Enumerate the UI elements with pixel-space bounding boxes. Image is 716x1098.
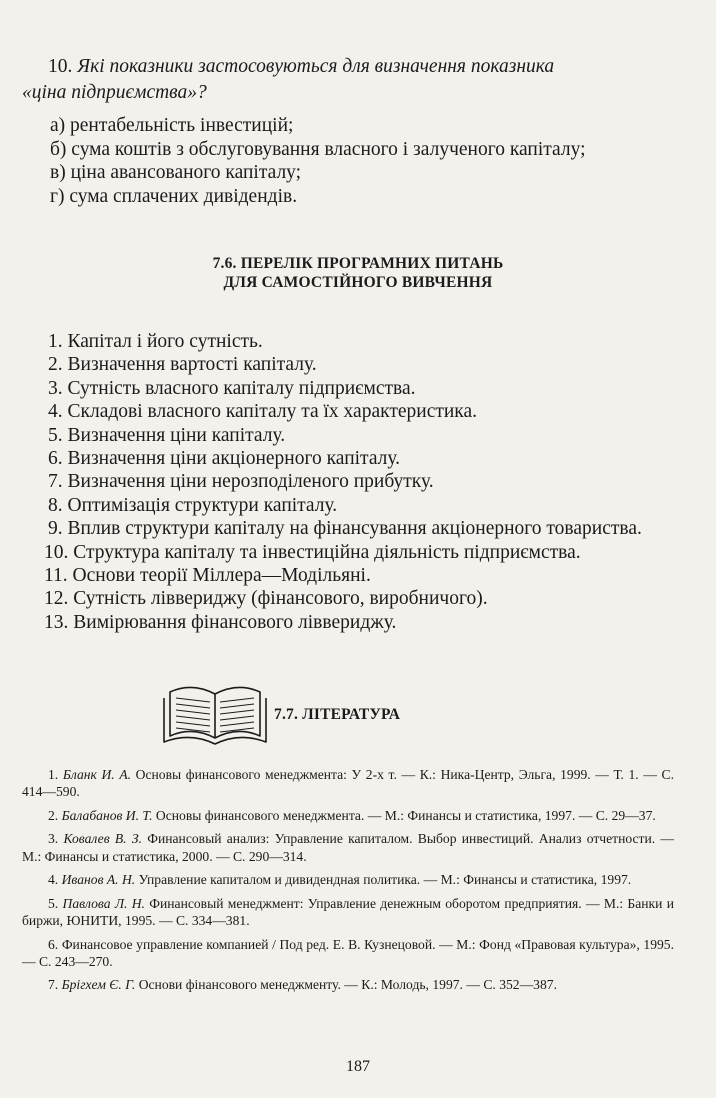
reference-number: 5. <box>48 895 59 911</box>
answer-option: а) рентабельність інвестицій; <box>50 115 294 136</box>
reference-number: 2. <box>48 807 59 823</box>
list-item: 7. Визначення ціни нерозподіленого прибутку. <box>48 471 434 493</box>
question-text-line1: Які показники застосовуються для визначення показника <box>77 56 555 77</box>
reference-item <box>22 766 674 800</box>
reference-item <box>22 830 674 864</box>
list-item: 13. Вимірювання фінансового ліввериджу. <box>44 611 397 633</box>
reference-author: Ковалев В. З. <box>63 831 142 847</box>
list-item: 12. Сутність ліввериджу (фінансового, виробничого). <box>44 588 488 610</box>
list-item: 3. Сутність власного капіталу підприємства. <box>48 377 416 399</box>
reference-item <box>22 895 674 929</box>
reference-text: Основи фінансового менеджменту. — К.: Молодь, 1997. — С. 352—387. <box>135 977 557 993</box>
section-heading-line2: ДЛЯ САМОСТІЙНОГО ВИВЧЕННЯ <box>223 274 493 291</box>
reference-author: Балабанов И. Т. <box>61 807 153 823</box>
reference-author: Брігхем Є. Г. <box>61 977 136 993</box>
references-list <box>22 766 674 1000</box>
reference-text: Финансовый анализ: Управление капиталом. Выбор инвестиций. Анализ отчетности. — М.: Финансы и статистика, 2000. — С. 290—314. <box>22 831 674 864</box>
list-item: 9. Вплив структури капіталу на фінансування акціонерного товариства. <box>48 518 642 540</box>
reference-item <box>22 807 674 824</box>
list-item: 10. Структура капіталу та інвестиційна діяльність підприємства. <box>44 541 581 563</box>
section-heading <box>0 254 716 292</box>
reference-item <box>22 871 674 888</box>
section-heading-line1: 7.6. ПЕРЕЛІК ПРОГРАМНИХ ПИТАНЬ <box>212 255 504 272</box>
reference-number: 4. <box>48 872 59 888</box>
reference-author: Бланк И. А. <box>62 767 132 782</box>
open-book-icon <box>160 680 270 746</box>
reference-number: 7. <box>48 977 59 993</box>
reference-text: Управление капиталом и дивидендная политика. — М.: Финансы и статистика, 1997. <box>135 872 632 888</box>
answer-option: б) сума коштів з обслуговування власного і залученого капіталу; <box>50 138 586 160</box>
reference-author: Павлова Л. Н. <box>62 895 145 911</box>
list-item: 5. Визначення ціни капіталу. <box>48 424 286 446</box>
list-item: 6. Визначення ціни акціонерного капіталу. <box>48 448 401 470</box>
answer-option: в) ціна авансованого капіталу; <box>50 162 302 183</box>
page-number: 187 <box>346 1058 370 1075</box>
list-item: 1. Капітал і його сутність. <box>48 331 263 352</box>
reference-item <box>22 936 674 970</box>
reference-number: 3. <box>48 831 59 847</box>
reference-item <box>22 976 674 993</box>
question-number: 10. <box>48 56 73 77</box>
list-item: 11. Основи теорії Міллера—Модільяні. <box>44 565 371 587</box>
reference-text: Основы финансового менеджмента. — М.: Финансы и статистика, 1997. — С. 29—37. <box>152 807 656 823</box>
list-item: 4. Складові власного капіталу та їх характеристика. <box>48 401 478 423</box>
reference-text: Основы финансового менеджмента: У 2-х т. — К.: Ника-Центр, Эльга, 1999. — Т. 1. — С. 414—590. <box>22 767 675 800</box>
literature-heading: 7.7. ЛІТЕРАТУРА <box>274 706 401 723</box>
reference-number: 6. <box>48 936 59 952</box>
list-item: 2. Визначення вартості капіталу. <box>48 354 317 376</box>
test-question <box>22 54 674 106</box>
reference-text: Финансовое управление компанией / Под ред. Е. В. Кузнецовой. — М.: Фонд «Правовая культура», 1995. — С. 243—270. <box>22 936 675 969</box>
reference-number: 1. <box>48 767 59 782</box>
question-text-line2: «ціна підприємства»? <box>22 82 207 103</box>
reference-author: Иванов А. Н. <box>61 872 136 888</box>
answer-option: г) сума сплачених дивідендів. <box>50 185 298 207</box>
reference-text: Финансовый менеджмент: Управление денежным оборотом предприятия. — М.: Банки и биржи, ЮНИТИ, 1995. — С. 334—381. <box>22 895 674 928</box>
answer-options <box>50 114 586 208</box>
list-item: 8. Оптимізація структури капіталу. <box>48 494 338 516</box>
program-questions-list <box>22 330 674 634</box>
